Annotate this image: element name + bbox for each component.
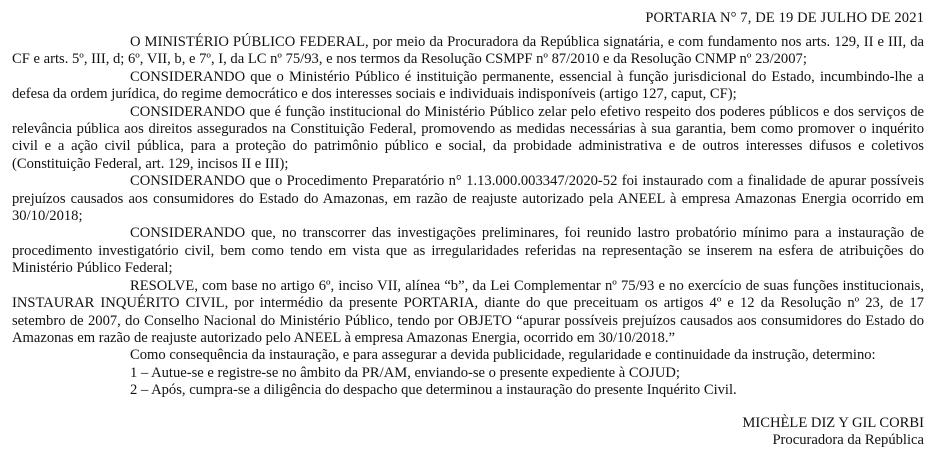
determination-item-2: 2 – Após, cumpra-se a diligência do despacho que determinou a instauração do presente Inquérito Civil. <box>130 382 737 399</box>
document-title: PORTARIA N° 7, DE 19 DE JULHO DE 2021 <box>645 10 924 26</box>
paragraph-considerando-2: CONSIDERANDO que é função institucional do Ministério Público zelar pelo efetivo respeito dos poderes públicos e dos serviços de relevância pública aos direitos assegurados na Constituição Federal, promovendo as medidas necessárias à sua garantia, bem como promover o inquérito civil e a ação civil pública, para a proteção do patrimônio público e social, da probidade administrativa e de outros interesses difusos e coletivos (Constituição Federal, art. 129, incisos II e III); <box>12 103 924 172</box>
paragraph-considerando-4: CONSIDERANDO que, no transcorrer das investigações preliminares, foi reunido lastro probatório mínimo para a instauração de procedimento investigatório civil, bem como tendo em vista que as irregularidades referidas na representação se inserem na esfera de atribuições do Ministério Público Federal; <box>12 225 924 277</box>
signatory-role: Procuradora da República <box>772 431 924 448</box>
paragraph-considerando-1: CONSIDERANDO que o Ministério Público é instituição permanente, essencial à função jurisdicional do Estado, incumbindo-lhe a defesa da ordem jurídica, do regime democrático e dos interesses sociais e individuais indisponíveis (artigo 127, caput, CF); <box>12 68 924 103</box>
determination-intro: Como consequência da instauração, e para assegurar a devida publicidade, regularidade e continuidade da instrução, determino: <box>130 347 876 364</box>
determination-item-1: 1 – Autue-se e registre-se no âmbito da PR/AM, enviando-se o presente expediente à COJUD; <box>130 364 680 381</box>
paragraph-preamble: O MINISTÉRIO PÚBLICO FEDERAL, por meio da Procuradora da República signatária, e com fundamento nos arts. 129, II e III, da CF e arts. 5º, III, d; 6º, VII, b, e 7º, I, da LC nº 75/93, e nos termos da Resolução CSMPF nº 87/2010 e da Resolução CNMP nº 23/2007; <box>12 34 924 68</box>
document-page <box>12 0 924 449</box>
paragraph-resolve: RESOLVE, com base no artigo 6º, inciso VII, alínea “b”, da Lei Complementar nº 75/93 e no exercício de suas funções institucionais, INSTAURAR INQUÉRITO CIVIL, por intermédio da presente PORTARIA, diante do que preceituam os artigos 4º e 12 da Resolução nº 23, de 17 setembro de 2007, do Conselho Nacional do Ministério Público, tendo por OBJETO “apurar possíveis prejuízos causados aos consumidores do Estado do Amazonas em razão de reajuste autorizado pelo ANEEL à empresa Amazonas Energia, ocorrido em 30/10/2018.” <box>12 277 924 346</box>
signature-block <box>12 415 924 450</box>
paragraph-considerando-3: CONSIDERANDO que o Procedimento Preparatório n° 1.13.000.003347/2020-52 foi instaurado com a finalidade de apurar possíveis prejuízos causados aos consumidores do Estado do Amazonas, em razão de reajuste autorizado pela ANEEL à empresa Amazonas Energia ocorrido em 30/10/2018; <box>12 173 924 225</box>
signatory-name: MICHÈLE DIZ Y GIL CORBI <box>742 414 924 431</box>
